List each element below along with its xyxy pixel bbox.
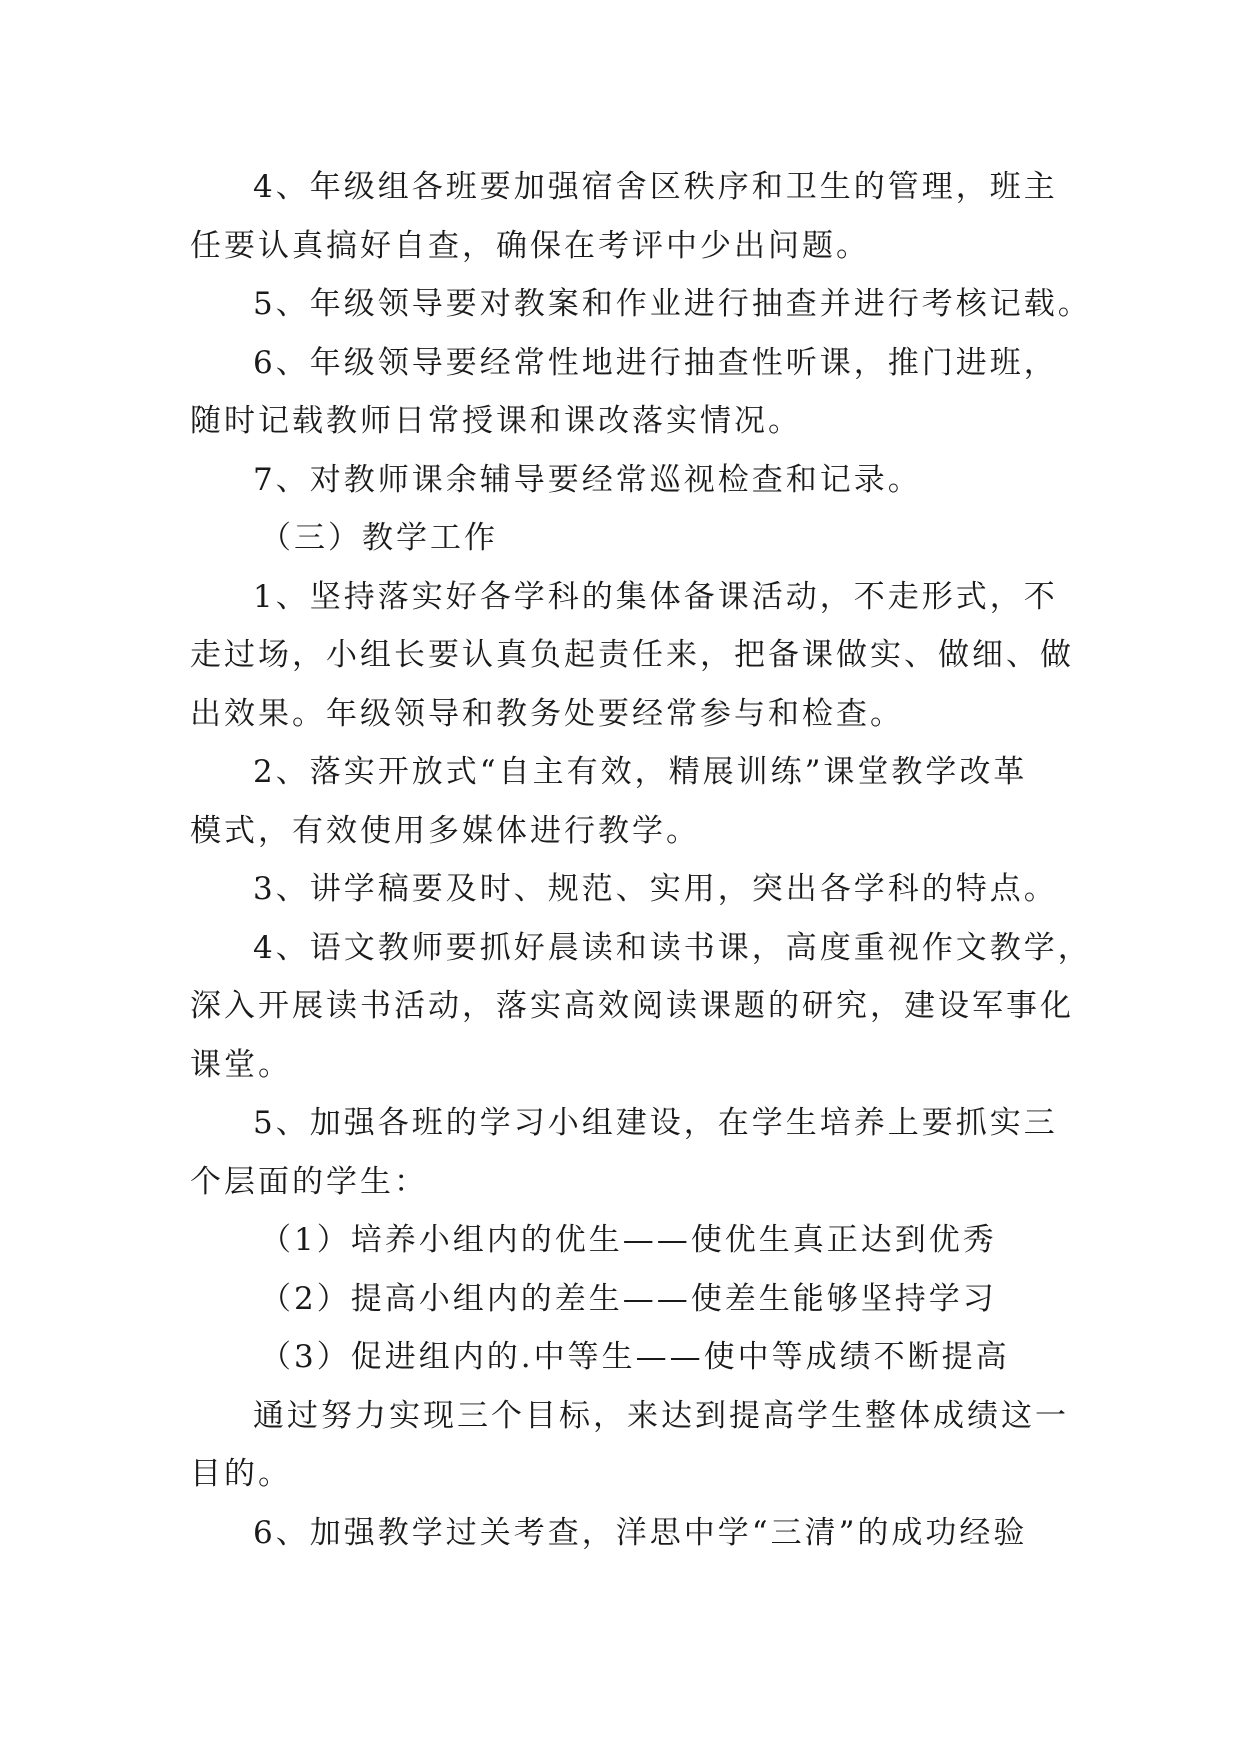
sub-item-3: （3）促进组内的.中等生——使中等成绩不断提高 xyxy=(260,1339,1010,1375)
text-line-10: 出效果。年级领导和教务处要经常参与和检查。 xyxy=(190,695,904,732)
text-line-15: 深入开展读书活动，落实高效阅读课题的研究，建设军事化 xyxy=(190,988,1074,1024)
text-line-4: 6、年级领导要经常性地进行抽查性听课，推门进班， xyxy=(253,344,1058,381)
text-line-3: 5、年级领导要对教案和作业进行抽查并进行考核记载。 xyxy=(253,286,1092,322)
text-line-16: 课堂。 xyxy=(190,1046,292,1083)
body-text xyxy=(190,158,1092,1562)
text-line-22: 通过努力实现三个目标，来达到提高学生整体成绩这一 xyxy=(253,1397,1069,1434)
text-line-2: 任要认真搞好自查，确保在考评中少出问题。 xyxy=(190,227,870,264)
text-line-14: 4、语文教师要抓好晨读和读书课，高度重视作文教学， xyxy=(253,929,1092,966)
text-line-17: 5、加强各班的学习小组建设，在学生培养上要抓实三 xyxy=(253,1105,1058,1141)
text-line-6: 7、对教师课余辅导要经常巡视检查和记录。 xyxy=(253,461,922,498)
text-line-8: 1、坚持落实好各学科的集体备课活动，不走形式，不 xyxy=(253,578,1058,615)
text-line-9: 走过场，小组长要认真负起责任来，把备课做实、做细、做 xyxy=(190,637,1074,673)
text-line-1: 4、年级组各班要加强宿舍区秩序和卫生的管理，班主 xyxy=(253,169,1058,205)
text-line-5: 随时记载教师日常授课和课改落实情况。 xyxy=(190,403,802,439)
text-line-24: 6、加强教学过关考查，洋思中学“三清”的成功经验 xyxy=(253,1514,1028,1551)
sub-item-1: （1）培养小组内的优生——使优生真正达到优秀 xyxy=(260,1222,997,1258)
section-heading: （三）教学工作 xyxy=(260,520,498,556)
text-line-11: 2、落实开放式“自主有效，精展训练”课堂教学改革 xyxy=(253,754,1028,790)
text-line-13: 3、讲学稿要及时、规范、实用，突出各学科的特点。 xyxy=(253,871,1058,907)
text-line-23: 目的。 xyxy=(190,1456,292,1492)
text-line-18: 个层面的学生： xyxy=(190,1163,428,1200)
sub-item-2: （2）提高小组内的差生——使差生能够坚持学习 xyxy=(260,1280,997,1317)
text-line-12: 模式，有效使用多媒体进行教学。 xyxy=(190,812,700,849)
